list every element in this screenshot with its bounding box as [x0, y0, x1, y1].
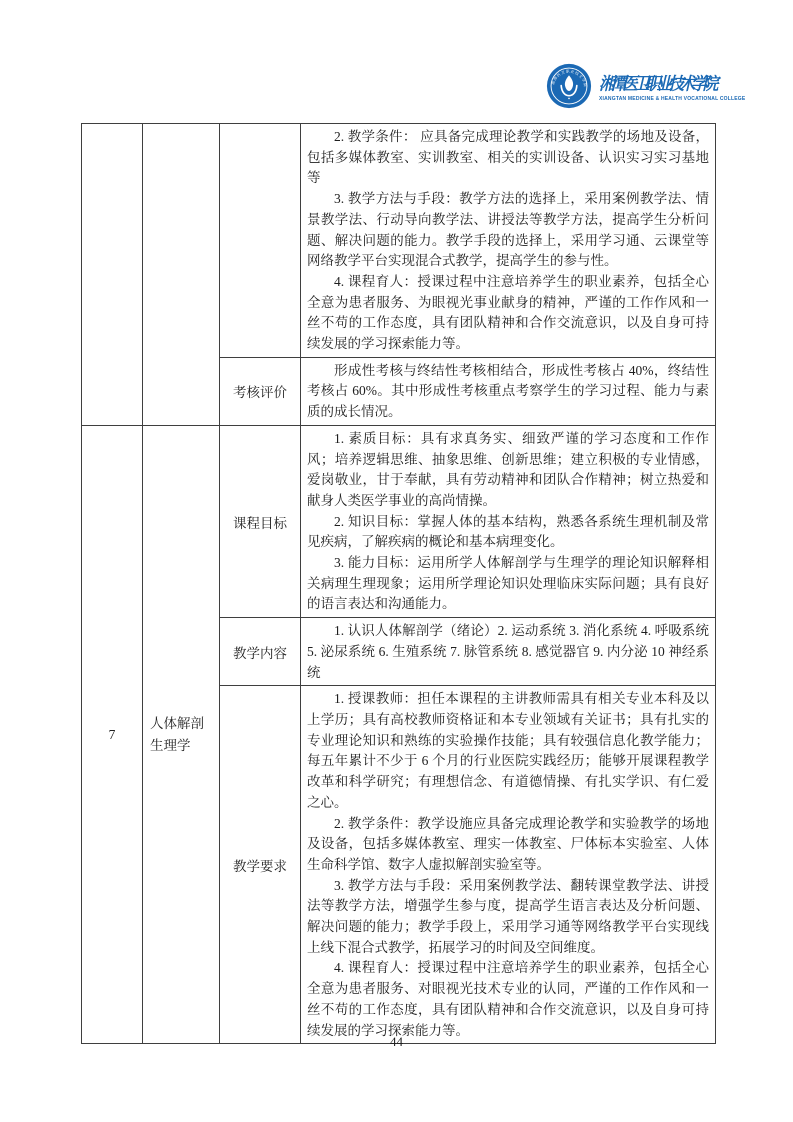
paragraph: 2. 教学条件：教学设施应具备完成理论教学和实验教学的场地及设备，包括多媒体教室、理实一体教室、尸体标本实验室、人体生命科学馆、数字人虚拟解剖实验室等。: [307, 815, 709, 872]
paragraph: 1. 授课教师：担任本课程的主讲教师需具有相关专业本科及以上学历；具有高校教师资格证和本专业领域有关证书；具有扎实的专业理论知识和熟练的实验操作技能；具有较强信息化教学能力；每五年累计不少于 6 个月的行业医院实践经历；能够开展课程教学改革和科学研究；有理想信念、有道德情操、有扎实学识、有仁爱之心。: [307, 691, 709, 810]
college-name-zh: 湘潭医卫职业技术学院: [599, 74, 715, 94]
course-number-cell: 7: [82, 425, 143, 1043]
teaching-content-cell: [301, 618, 716, 686]
paragraph: 1. 认识人体解剖学（绪论）2. 运动系统 3. 消化系统 4. 呼吸系统 5. 泌尿系统 6. 生殖系统 7. 脉管系统 8. 感觉器官 9. 内分泌 10 神经系统: [307, 623, 709, 680]
college-emblem-icon: [546, 63, 592, 109]
emblem-arc-text: 湘潭医卫职业技术学院: [551, 69, 588, 88]
table-row: [82, 124, 716, 358]
course-objectives-cell: [301, 425, 716, 617]
course-name-cell-empty: [143, 124, 220, 426]
row-label-requirements: 教学要求: [220, 686, 301, 1044]
row-label-content: 教学内容: [220, 618, 301, 686]
paragraph: 3. 能力目标：运用所学人体解剖学与生理学的理论知识解释相关病理生理现象；运用所学理论知识处理临床实际问题；具有良好的语言表达和沟通能力。: [307, 555, 709, 612]
teaching-requirements-cell: [301, 686, 716, 1044]
paragraph: 2. 知识目标：掌握人体的基本结构，熟悉各系统生理机制及常见疾病，了解疾病的概论和基本病理变化。: [307, 513, 709, 550]
table-row: [82, 425, 716, 617]
paragraph: 形成性考核与终结性考核相结合，形成性考核占 40%，终结性考核占 60%。其中形成性考核重点考察学生的学习过程、能力与素质的成长情况。: [307, 362, 709, 420]
course-syllabus-table: [81, 123, 716, 1044]
college-logo: [546, 63, 745, 109]
row-label-objectives: 课程目标: [220, 425, 301, 617]
paragraph: 2. 教学条件： 应具备完成理论教学和实践教学的场地及设备，包括多媒体教室、实训教室、相关的实训设备、认识实习实习基地等: [307, 129, 709, 186]
paragraph: 4. 课程育人：授课过程中注意培养学生的职业素养，包括全心全意为患者服务、为眼视光事业献身的精神，严谨的工作作风和一丝不苟的工作态度，具有团队精神和合作交流意识，以及自身可持续发展的学习探索能力等。: [307, 273, 709, 352]
page-number: 44: [390, 1034, 403, 1049]
course-name-cell: 人体解剖生理学: [143, 425, 220, 1043]
college-name-en: XIANGTAN MEDICINE & HEALTH VOCATIONAL COLLEGE: [599, 95, 746, 102]
paragraph: 1. 素质目标：具有求真务实、细致严谨的学习态度和工作作风；培养逻辑思维、抽象思维、创新思维；建立积极的专业情感，爱岗敬业，甘于奉献，具有劳动精神和团队合作精神；树立热爱和献身人类医学事业的高尚情操。: [307, 430, 709, 508]
teaching-requirements-continued-cell: [301, 124, 716, 358]
paragraph: 3. 教学方法与手段：教学方法的选择上，采用案例教学法、情景教学法、行动导向教学法、讲授法等教学方法，提高学生分析问题、解决问题的能力。教学手段的选择上，采用学习通、云课堂等网络教学平台实现混合式教学，提高学生的参与性。: [307, 191, 709, 269]
paragraph: 3. 教学方法与手段：采用案例教学法、翻转课堂教学法、讲授法等教学方法，增强学生参与度，提高学生语言表达及分析问题、解决问题的能力；教学手段上，采用学习通等网络教学平台实现线上线下混合式教学，拓展学习的时间及空间维度。: [307, 877, 709, 955]
row-label-assessment: 考核评价: [220, 357, 301, 425]
assessment-cell: [301, 357, 716, 425]
paragraph: 4. 课程育人：授课过程中注意培养学生的职业素养，包括全心全意为患者服务、对眼视光技术专业的认同，严谨的工作作风和一丝不苟的工作态度，具有团队精神和合作交流意识，以及自身可持续发展的学习探索能力等。: [307, 960, 709, 1038]
college-name-block: [599, 71, 745, 102]
row-label-cell-empty: [220, 124, 301, 358]
course-number-cell-empty: [82, 124, 143, 426]
